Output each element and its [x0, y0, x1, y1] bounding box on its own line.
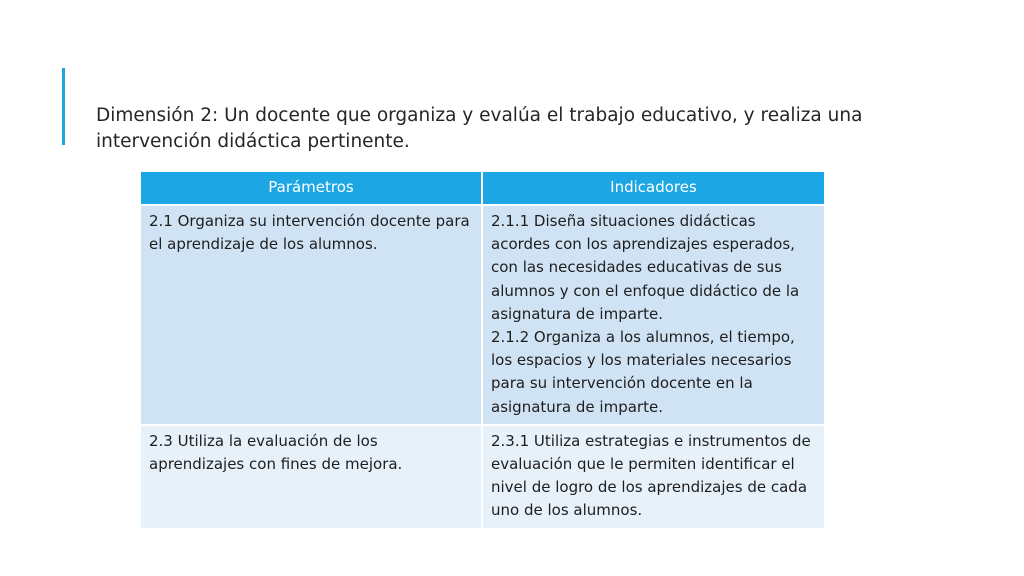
- indicator-text: 2.1.2 Organiza a los alumnos, el tiempo, los espacios y los materiales necesarios para su intervención docente en la asignatura de imparte.: [491, 328, 795, 416]
- indicators-cell: [482, 425, 824, 529]
- table-row: [141, 205, 824, 425]
- header-indicadores: Indicadores: [482, 172, 824, 205]
- parameter-cell: 2.3 Utiliza la evaluación de los aprendizajes con fines de mejora.: [141, 425, 482, 529]
- table-header-row: [141, 172, 824, 205]
- parameters-table: [141, 172, 824, 530]
- indicator-text: 2.3.1 Utiliza estrategias e instrumentos de evaluación que le permiten identificar el nivel de logro de los aprendizajes de cada uno de los alumnos.: [491, 431, 811, 520]
- table-row: [141, 425, 824, 529]
- indicator-text: 2.1.1 Diseña situaciones didácticas acordes con los aprendizajes esperados, con las necesidades educativas de sus alumnos y con el enfoque didáctico de la asignatura de imparte.: [491, 212, 800, 323]
- indicators-cell: [482, 205, 824, 425]
- accent-bar: [62, 68, 65, 145]
- header-parametros: Parámetros: [141, 172, 482, 205]
- slide-title: Dimensión 2: Un docente que organiza y evalúa el trabajo educativo, y realiza una intervención didáctica pertinente.: [96, 105, 863, 152]
- parameter-cell: 2.1 Organiza su intervención docente para el aprendizaje de los alumnos.: [141, 205, 482, 425]
